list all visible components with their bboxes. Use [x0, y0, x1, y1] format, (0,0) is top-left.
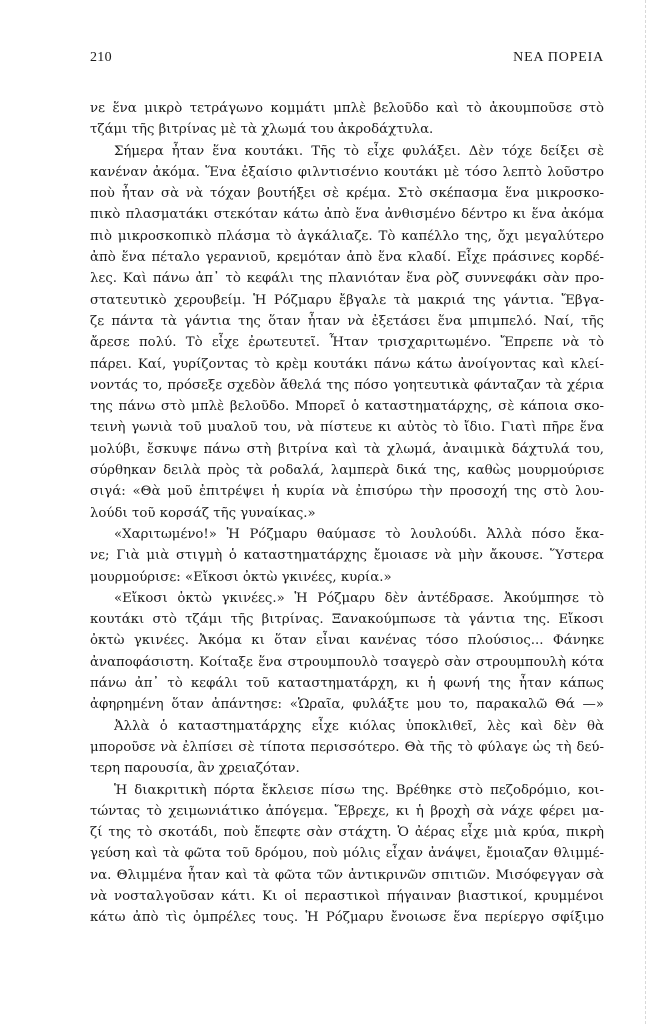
body-text — [90, 98, 604, 929]
text-line: ποὺ ἦταν σὰ νὰ τόχαν βουτήξει σὲ κρέμα. Στὸ σκέπασμα ἕνα μικροσκο- — [90, 186, 604, 202]
text-line: Ἡ διακριτικὴ πόρτα ἔκλεισε πίσω της. Βρέθηκε στὸ πεζοδρόμιο, κοι- — [114, 782, 604, 798]
text-line: Ἀλλὰ ὁ καταστηματάρχης εἶχε κιόλας ὑποκλιθεῖ, λὲς καὶ δὲν θὰ — [114, 718, 604, 734]
text-line: ἀπὸ ἕνα πέταλο γερανιοῦ, κρεμόταν ἀπὸ ἕνα κλαδί. Εἶχε πράσινες κορδέ- — [90, 250, 604, 266]
text-line: πάνω ἀπ᾽ τὸ κεφάλι τοῦ καταστηματάρχη, κι ἡ φωνή της ἦταν κάπως — [90, 676, 604, 692]
text-line: πιὸ μικροσκοπικὸ πλάσμα τὸ ἀγκάλιαζε. Τὸ καπέλλο της, ὄχι μεγαλύτερο — [90, 228, 604, 244]
text-line: ἀφηρημένη ὅταν ἀπάντησε: «Ὡραῖα, φυλάξτε μου το, παρακαλῶ Θά —» — [90, 697, 604, 713]
text-line: τώντας τὸ χειμωνιάτικο ἀπόγεμα. Ἔβρεχε, κι ἡ βροχὴ σὰ νάχε φέρει μα- — [90, 803, 604, 819]
text-line: ὀκτὼ γκινέες. Ἀκόμα κι ὅταν εἶναι κανένας τόσο πλούσιος... Φάνηκε — [90, 633, 604, 649]
text-line: τερη παρουσία, ἂν χρειαζόταν. — [90, 761, 300, 777]
page-number: 210 — [90, 50, 112, 65]
running-head: ΝΕΑ ΠΟΡΕΙΑ — [513, 50, 604, 65]
text-line: πικὸ πλασματάκι στεκόταν κάτω ἀπὸ ἕνα ἀνθισμένο δέντρο κι ἕνα ἀκόμα — [90, 207, 604, 223]
text-line: ἄρεσε πολύ. Τὸ εἶχε ἐρωτευτεῖ. Ἦταν τρισχαριτωμένο. Ἔπρεπε νὰ τὸ — [90, 335, 604, 351]
text-line: σύρθηκαν δειλὰ πρὸς τὰ ροδαλά, λαμπερὰ δικά της, καθὼς μουρμούρισε — [90, 463, 604, 479]
text-line: κουτάκι στὸ τζάμι τῆς βιτρίνας. Ξανακούμπωσε τὰ γάντια της. Εἴκοσι — [90, 612, 604, 628]
text-line: τζάμι τῆς βιτρίνας μὲ τὰ χλωμά του ἀκροδάχτυλα. — [90, 122, 434, 138]
text-line: σιγά: «Θὰ μοῦ ἐπιτρέψει ἡ κυρία νὰ ἐπισύρω τὴν προσοχή της στὸ λου- — [90, 484, 604, 500]
text-line: ζε πάντα τὰ γάντια της ὅταν ἦταν νὰ ἐξετάσει ἕνα μπιμπελό. Ναί, τῆς — [90, 313, 604, 329]
text-line: μουρμούρισε: «Εἴκοσι ὀκτὼ γκινέες, κυρία.» — [90, 569, 392, 585]
text-line: νὰ νοσταλγοῦσαν κάτι. Κι οἱ περαστικοὶ πήγαιναν βιαστικοί, κρυμμένοι — [90, 888, 604, 904]
text-line: νε; Γιὰ μιὰ στιγμὴ ὁ καταστηματάρχης ἔμοιασε νὰ μὴν ἄκουσε. Ὕστερα — [90, 548, 604, 564]
text-line: της πάνω στὸ μπλὲ βελοῦδο. Μπορεῖ ὁ καταστηματάρχης, σὲ κάποια σκο- — [90, 399, 604, 415]
text-line: νε ἕνα μικρὸ τετράγωνο κομμάτι μπλὲ βελοῦδο καὶ τὸ ἀκουμποῦσε στὸ — [90, 101, 604, 116]
text-line: μολύβι, ἔσκυψε πάνω στὴ βιτρίνα καὶ τὰ χλωμά, ἀναιμικὰ δάχτυλά του, — [90, 441, 604, 457]
text-line: λες. Καὶ πάνω ἀπ᾽ τὸ κεφάλι της πλανιόταν ἕνα ρὸζ συννεφάκι σὰν προ- — [90, 271, 604, 287]
text-line: κάτω ἀπὸ τὶς ὀμπρέλες τους. Ἡ Ρόζμαρυ ἔνοιωσε ἕνα περίεργο σφίξιμο — [90, 910, 604, 926]
text-line: ζί της τὸ σκοτάδι, ποὺ ἔπεφτε σὰν στάχτη. Ὁ ἀέρας εἶχε μιὰ κρύα, πικρὴ — [90, 825, 604, 841]
text-line: πάρει. Καί, γυρίζοντας τὸ κρὲμ κουτάκι πάνω κάτω ἀνοίγοντας καὶ κλεί- — [90, 356, 604, 372]
text-line: στατευτικὸ χερουβείμ. Ἡ Ρόζμαρυ ἔβγαλε τὰ μακριά της γάντια. Ἔβγα- — [90, 292, 604, 308]
text-line: γεύση καὶ τὰ φῶτα τοῦ δρόμου, ποὺ μόλις εἶχαν ἀνάψει, ἔμοιαζαν θλιμμέ- — [90, 846, 604, 862]
text-line: να. Θλιμμένα ἦταν καὶ τὰ φῶτα τῶν ἀντικρινῶν σπιτιῶν. Μισόφεγγαν σὰ — [90, 867, 604, 883]
page-edge — [645, 0, 646, 1024]
text-line: τεινὴ γωνιὰ τοῦ μυαλοῦ του, νὰ πίστευε κι αὐτὸς τὸ ἴδιο. Γιατὶ πῆρε ἕνα — [90, 420, 604, 436]
text-line: νοντάς το, πρόσεξε σχεδὸν ἄθελά της πόσο γοητευτικὰ φάνταζαν τὰ χέρια — [90, 377, 604, 393]
text-line: «Χαριτωμένο!» Ἡ Ρόζμαρυ θαύμασε τὸ λουλούδι. Ἀλλὰ πόσο ἔκα- — [114, 526, 604, 542]
text-line: κανέναν ἀκόμα. Ἕνα ἐξαίσιο φιλντισένιο κουτάκι μὲ τόσο λεπτὸ λοῦστρο — [90, 164, 604, 180]
text-line: λούδι τοῦ κορσάζ τῆς γυναίκας.» — [90, 505, 316, 521]
page-header — [90, 50, 604, 70]
text-line: «Εἴκοσι ὀκτὼ γκινέες.» Ἡ Ρόζμαρυ δὲν ἀντέδρασε. Ἀκούμπησε τὸ — [114, 590, 604, 606]
text-line: Σήμερα ἦταν ἕνα κουτάκι. Τῆς τὸ εἶχε φυλάξει. Δὲν τόχε δείξει σὲ — [114, 143, 604, 159]
text-line: ἀναποφάσιστη. Κοίταξε ἕνα στρουμπουλὸ τσαγερὸ σὰν στρουμπουλὴ κότα — [90, 654, 604, 670]
text-line: μποροῦσε νὰ ἐλπίσει σὲ τίποτα περισσότερο. Θὰ τῆς τὸ φύλαγε ὡς τὴ δεύ- — [90, 739, 604, 755]
